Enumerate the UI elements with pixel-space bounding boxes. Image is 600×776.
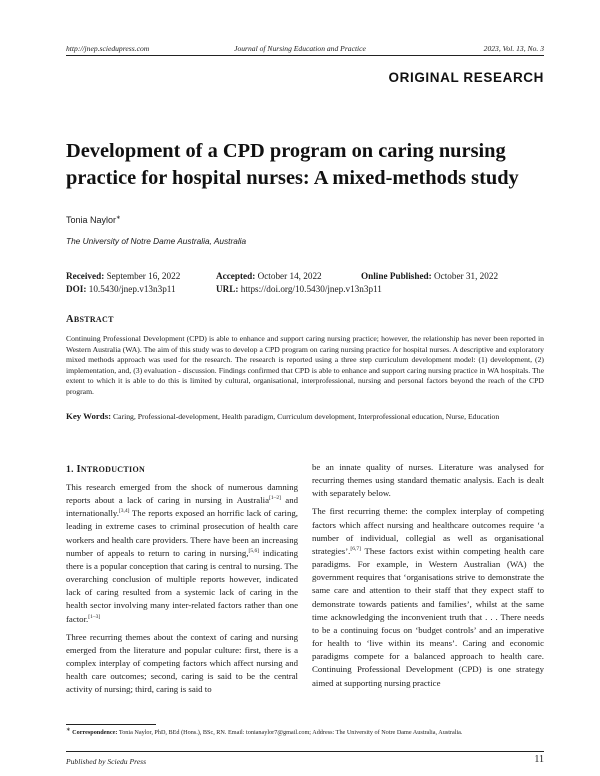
- intro-paragraph-4: [312, 505, 544, 689]
- footer-rule: [66, 751, 544, 752]
- author-affiliation: The University of Notre Dame Australia, Australia: [66, 236, 247, 246]
- doi-value[interactable]: 10.5430/jnep.v13n3p11: [88, 284, 176, 294]
- footnote-label: Correspondence:: [72, 729, 118, 736]
- author-name: [66, 215, 121, 225]
- published-date: [361, 270, 498, 283]
- header-volume: 2023, Vol. 13, No. 3: [483, 44, 544, 53]
- received-label: Received:: [66, 271, 105, 281]
- intro-paragraph-1: [66, 481, 298, 626]
- footnote-mark: ∗: [66, 726, 71, 733]
- page-number: 11: [534, 754, 544, 765]
- p1-text-b: and internationally.: [66, 495, 298, 519]
- keywords-text: Caring, Professional-development, Health paradigm, Curriculum development, Interprofessional education, Nurse, Education: [112, 412, 500, 421]
- accepted-date: [216, 270, 322, 283]
- header-rule: [66, 55, 544, 56]
- accepted-value: October 14, 2022: [257, 271, 322, 281]
- citation-3[interactable]: [5,6]: [248, 547, 260, 554]
- footnote-rule: [66, 724, 156, 725]
- citation-2[interactable]: [3,4]: [118, 508, 130, 515]
- title-line-1: Development of a CPD program on caring nursing: [66, 140, 506, 162]
- citation-1[interactable]: [1–2]: [269, 495, 281, 502]
- p4-text-b: These factors exist within competing health care paradigms. For example, in Western Australian (WA) the government requires that ‘organisations strive to demonstrate the same care and attention to their staff that they expect staff to demonstrate towards patients and families’, whilst at the same time acknowledging the inconvenient truth that . . . There needs to be a continuing focus on ‘budget controls’ and an imperative for health to ‘live within its means’. Caring and economic paradigms compete for a balanced approach to health care. Continuing Professional Development (CPD) is one strategy aimed at supporting nursing practice: [312, 545, 544, 688]
- correspondence-footnote: [66, 726, 544, 738]
- footnote-text: Tonia Naylor, PhD, BEd (Hons.), BSc, RN. Email: tonianaylor7@gmail.com; Address: The University of Notre Dame Australia, Australia.: [117, 729, 463, 736]
- article-type: ORIGINAL RESEARCH: [388, 70, 544, 85]
- abstract-text: Continuing Professional Development (CPD) is able to enhance and support caring nursing practice; however, the relationship has never been reported in Western Australia (WA). The aim of this study was to develop a CPD program on caring nursing practice for hospital nurses. A descriptive and exploratory mixed methods approach was used for the research. The research is reported using a three step curriculum development model: (1) development, (2) implementation, and, (3) evaluation - discussion. Findings confirmed that CPD is able to enhance and support caring nursing practice in WA hospitals. The extent to which it is able to do this is limited by cultural, organisational, interprofessional, nursing and personal factors beyond the reach of the CPD program.: [66, 334, 544, 396]
- title-line-2: practice for hospital nurses: A mixed-methods study: [66, 167, 519, 189]
- abstract-heading: [66, 314, 114, 325]
- keywords-label: Key Words:: [66, 411, 112, 421]
- doi-label: DOI:: [66, 284, 87, 294]
- citation-5[interactable]: [6,7]: [350, 546, 361, 553]
- intro-heading: [66, 464, 145, 475]
- published-label: Online Published:: [361, 271, 432, 281]
- doi: [66, 283, 176, 296]
- published-value: October 31, 2022: [434, 271, 499, 281]
- url-value[interactable]: https://doi.org/10.5430/jnep.v13n3p11: [240, 284, 382, 294]
- intro-number: 1.: [66, 464, 74, 475]
- article-url: [216, 283, 382, 296]
- abstract-heading-first: A: [66, 314, 74, 325]
- intro-heading-first: I: [76, 464, 81, 475]
- header-url[interactable]: http://jnep.sciedupress.com: [66, 44, 150, 53]
- header-journal: Journal of Nursing Education and Practice: [234, 44, 366, 53]
- citation-4[interactable]: [1–3]: [88, 613, 101, 620]
- p4-text-a: The first recurring theme: the complex interplay of competing factors which affect nursing and healthcare outcomes require ‘a number of individual, collegial as well as organisational strategies’.: [312, 506, 544, 556]
- accepted-label: Accepted:: [216, 271, 256, 281]
- p1-text-c: The reports exposed an horrific lack of caring, leading in extreme cases to criminal prosecution of health care workers and health care providers. There have been an increasing number of appeals to return to caring in nursing,: [66, 508, 298, 558]
- p1-text-a: This research emerged from the shock of numerous damning reports about a lack of caring in nursing in Australia: [66, 482, 298, 506]
- left-column: [66, 481, 298, 702]
- article-title: [66, 138, 544, 192]
- intro-paragraph-2: Three recurring themes about the context of caring and nursing emerged from the literature and popular culture: first, there is a complex interplay of competing factors which affect nursing and health care outcomes; second, caring is said to be the central activity of nursing; third, caring is said to: [66, 631, 298, 695]
- received-value: September 16, 2022: [106, 271, 181, 281]
- right-column: [312, 461, 544, 695]
- author-name-text: Tonia Naylor: [66, 215, 117, 225]
- intro-paragraph-3: be an innate quality of nurses. Literature was analysed for recurring themes using standard thematic analysis. Each is dealt with separately below.: [312, 462, 544, 499]
- intro-heading-rest: NTRODUCTION: [80, 465, 146, 474]
- received-date: [66, 270, 180, 283]
- p1-text-d: indicating there is a popular conception that caring is central to nursing. The overarching conclusion of multiple reports however, indicated lack of caring resulted from a systemic lack of caring in the health sector involving many inter-related factors rather than one factor.: [66, 547, 298, 624]
- url-label: URL:: [216, 284, 239, 294]
- author-mark: ∗: [116, 215, 121, 221]
- abstract-heading-rest: BSTRACT: [73, 315, 114, 324]
- footer-publisher: Published by Sciedu Press: [66, 757, 147, 766]
- keywords: [66, 411, 544, 423]
